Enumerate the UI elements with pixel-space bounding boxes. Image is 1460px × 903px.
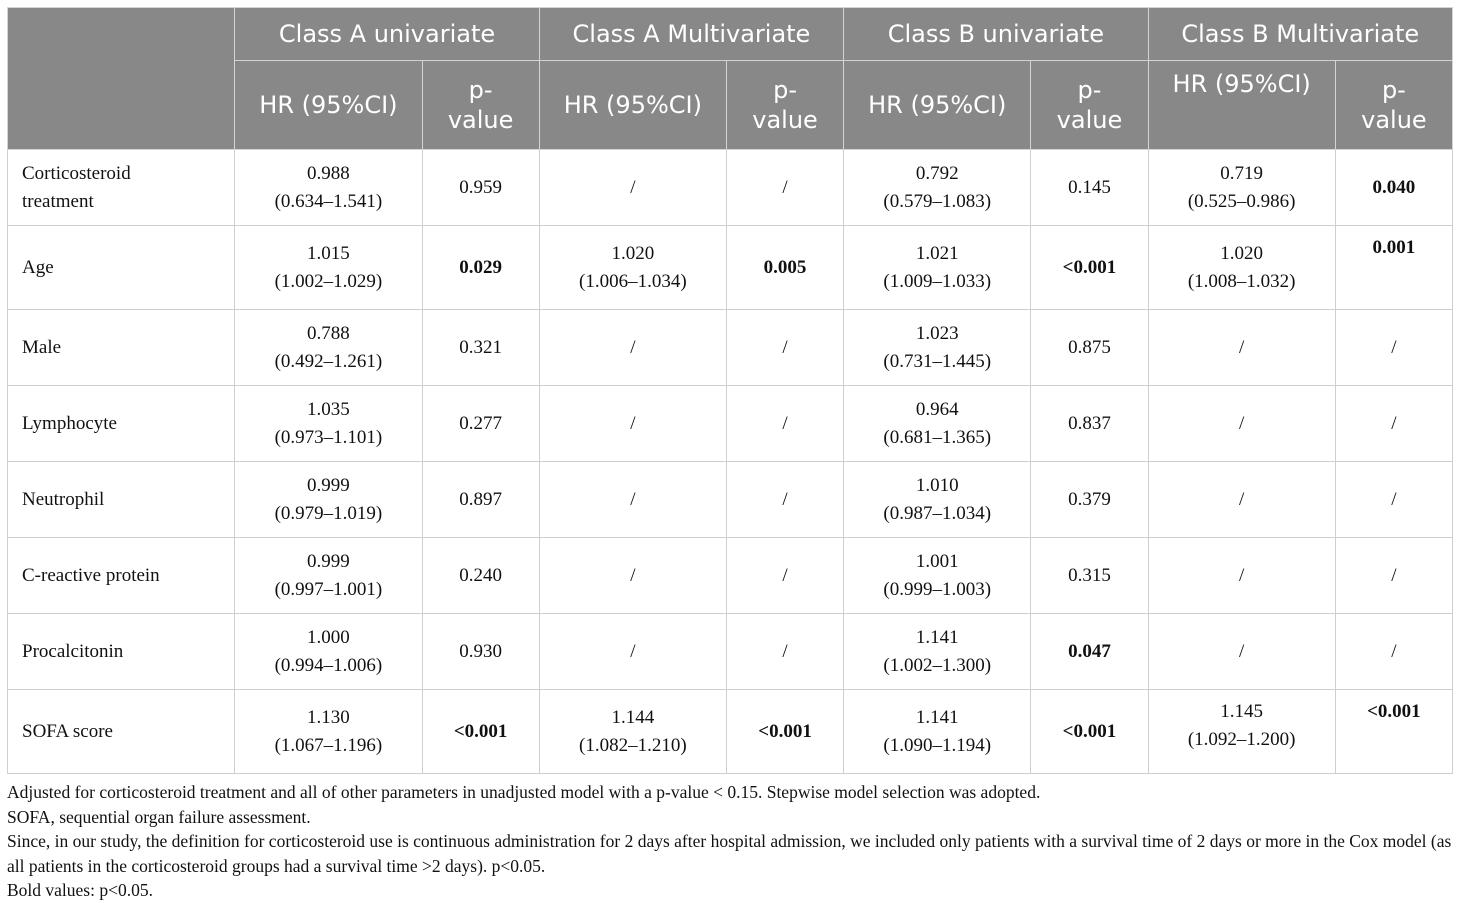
class-b-multi-p-cell: 0.001: [1335, 226, 1452, 310]
class-b-uni-hr-cell: 0.792 (0.579–1.083): [844, 150, 1031, 226]
class-a-multi-hr-cell: /: [539, 310, 726, 386]
class-b-uni-p-cell: 0.837: [1031, 386, 1148, 462]
corner-header-cell: [8, 8, 235, 150]
class-a-multi-p-cell: /: [726, 386, 843, 462]
class-a-multi-hr-cell: /: [539, 150, 726, 226]
p-value-header: p- value: [1031, 61, 1148, 150]
row-label: Procalcitonin: [8, 614, 235, 690]
table-row: [8, 690, 1453, 774]
table-row: [8, 614, 1453, 690]
hr-header: HR (95%CI): [1148, 61, 1335, 150]
row-label: SOFA score: [8, 690, 235, 774]
class-b-uni-p-cell: 0.315: [1031, 538, 1148, 614]
group-header-class-b-univariate: Class B univariate: [844, 8, 1148, 61]
class-b-multi-p-cell: <0.001: [1335, 690, 1452, 774]
results-table-container: [7, 7, 1453, 903]
class-a-uni-p-cell: 0.321: [422, 310, 539, 386]
class-b-uni-p-cell: 0.379: [1031, 462, 1148, 538]
class-a-multi-p-cell: /: [726, 538, 843, 614]
group-header-class-a-univariate: Class A univariate: [235, 8, 539, 61]
class-a-multi-hr-cell: /: [539, 386, 726, 462]
class-b-uni-p-cell: 0.145: [1031, 150, 1148, 226]
row-label: C-reactive protein: [8, 538, 235, 614]
class-b-multi-hr-cell: /: [1148, 310, 1335, 386]
class-b-multi-p-cell: /: [1335, 386, 1452, 462]
class-a-uni-p-cell: 0.277: [422, 386, 539, 462]
class-b-uni-hr-cell: 1.141 (1.090–1.194): [844, 690, 1031, 774]
class-b-multi-hr-cell: 1.020 (1.008–1.032): [1148, 226, 1335, 310]
class-a-uni-hr-cell: 0.999 (0.979–1.019): [235, 462, 422, 538]
footnote-sofa: SOFA, sequential organ failure assessment.: [7, 806, 311, 827]
class-a-multi-hr-cell: /: [539, 538, 726, 614]
class-b-multi-p-cell: /: [1335, 538, 1452, 614]
class-b-uni-hr-cell: 1.141 (1.002–1.300): [844, 614, 1031, 690]
class-a-multi-p-cell: <0.001: [726, 690, 843, 774]
table-footnotes: [7, 780, 1453, 903]
class-a-multi-p-cell: 0.005: [726, 226, 843, 310]
class-a-uni-hr-cell: 1.130 (1.067–1.196): [235, 690, 422, 774]
class-b-uni-p-cell: <0.001: [1031, 226, 1148, 310]
class-b-uni-hr-cell: 1.010 (0.987–1.034): [844, 462, 1031, 538]
hr-header: HR (95%CI): [539, 61, 726, 150]
class-a-uni-p-cell: 0.240: [422, 538, 539, 614]
table-row: [8, 538, 1453, 614]
class-b-uni-p-cell: 0.875: [1031, 310, 1148, 386]
class-a-multi-p-cell: /: [726, 150, 843, 226]
table-row: [8, 310, 1453, 386]
class-b-multi-hr-cell: /: [1148, 538, 1335, 614]
footnote-bold: Bold values: p<0.05.: [7, 880, 153, 900]
class-a-uni-hr-cell: 0.788 (0.492–1.261): [235, 310, 422, 386]
class-a-multi-p-cell: /: [726, 462, 843, 538]
class-b-uni-hr-cell: 1.023 (0.731–1.445): [844, 310, 1031, 386]
class-b-uni-hr-cell: 1.021 (1.009–1.033): [844, 226, 1031, 310]
hr-header: HR (95%CI): [235, 61, 422, 150]
class-a-uni-p-cell: <0.001: [422, 690, 539, 774]
table-row: [8, 462, 1453, 538]
class-a-uni-p-cell: 0.930: [422, 614, 539, 690]
class-a-multi-hr-cell: /: [539, 462, 726, 538]
p-value-header: p- value: [726, 61, 843, 150]
class-b-multi-hr-cell: /: [1148, 386, 1335, 462]
p-value-header: p- value: [1335, 61, 1452, 150]
class-b-multi-p-cell: /: [1335, 462, 1452, 538]
row-label: Lymphocyte: [8, 386, 235, 462]
class-a-multi-hr-cell: 1.144 (1.082–1.210): [539, 690, 726, 774]
class-b-multi-p-cell: /: [1335, 614, 1452, 690]
group-header-class-b-multivariate: Class B Multivariate: [1148, 8, 1452, 61]
class-b-multi-hr-cell: 1.145 (1.092–1.200): [1148, 690, 1335, 774]
class-b-multi-hr-cell: /: [1148, 614, 1335, 690]
class-a-multi-hr-cell: /: [539, 614, 726, 690]
group-header-class-a-multivariate: Class A Multivariate: [539, 8, 843, 61]
class-a-uni-hr-cell: 1.000 (0.994–1.006): [235, 614, 422, 690]
class-b-multi-p-cell: 0.040: [1335, 150, 1452, 226]
class-b-multi-p-cell: /: [1335, 310, 1452, 386]
class-a-uni-p-cell: 0.897: [422, 462, 539, 538]
cox-regression-table: [7, 7, 1453, 774]
class-b-uni-hr-cell: 0.964 (0.681–1.365): [844, 386, 1031, 462]
class-b-uni-p-cell: <0.001: [1031, 690, 1148, 774]
class-b-multi-hr-cell: /: [1148, 462, 1335, 538]
footnote-definition: Since, in our study, the definition for corticosteroid use is continuous administration for 2 days after hospital admission, we included only patients with a survival time of 2 days or more in the Cox model (as all patients in the corticosteroid groups had a survival time >2 days). p<0.05.: [7, 831, 1452, 876]
class-a-uni-hr-cell: 1.015 (1.002–1.029): [235, 226, 422, 310]
row-label: Corticosteroid treatment: [8, 150, 235, 226]
class-a-uni-p-cell: 0.959: [422, 150, 539, 226]
class-a-uni-hr-cell: 1.035 (0.973–1.101): [235, 386, 422, 462]
table-body: [8, 150, 1453, 774]
table-row: [8, 386, 1453, 462]
table-row: [8, 150, 1453, 226]
table-row: [8, 226, 1453, 310]
class-a-uni-hr-cell: 0.988 (0.634–1.541): [235, 150, 422, 226]
class-a-multi-hr-cell: 1.020 (1.006–1.034): [539, 226, 726, 310]
group-header-row: [8, 8, 1453, 61]
p-value-header: p- value: [422, 61, 539, 150]
class-a-uni-hr-cell: 0.999 (0.997–1.001): [235, 538, 422, 614]
row-label: Age: [8, 226, 235, 310]
class-b-multi-hr-cell: 0.719 (0.525–0.986): [1148, 150, 1335, 226]
class-b-uni-p-cell: 0.047: [1031, 614, 1148, 690]
row-label: Neutrophil: [8, 462, 235, 538]
class-a-uni-p-cell: 0.029: [422, 226, 539, 310]
class-b-uni-hr-cell: 1.001 (0.999–1.003): [844, 538, 1031, 614]
class-a-multi-p-cell: /: [726, 310, 843, 386]
hr-header: HR (95%CI): [844, 61, 1031, 150]
row-label: Male: [8, 310, 235, 386]
footnote-adjustment: Adjusted for corticosteroid treatment and all of other parameters in unadjusted model with a p-value < 0.15. Stepwise model selection was adopted.: [7, 782, 1041, 802]
class-a-multi-p-cell: /: [726, 614, 843, 690]
